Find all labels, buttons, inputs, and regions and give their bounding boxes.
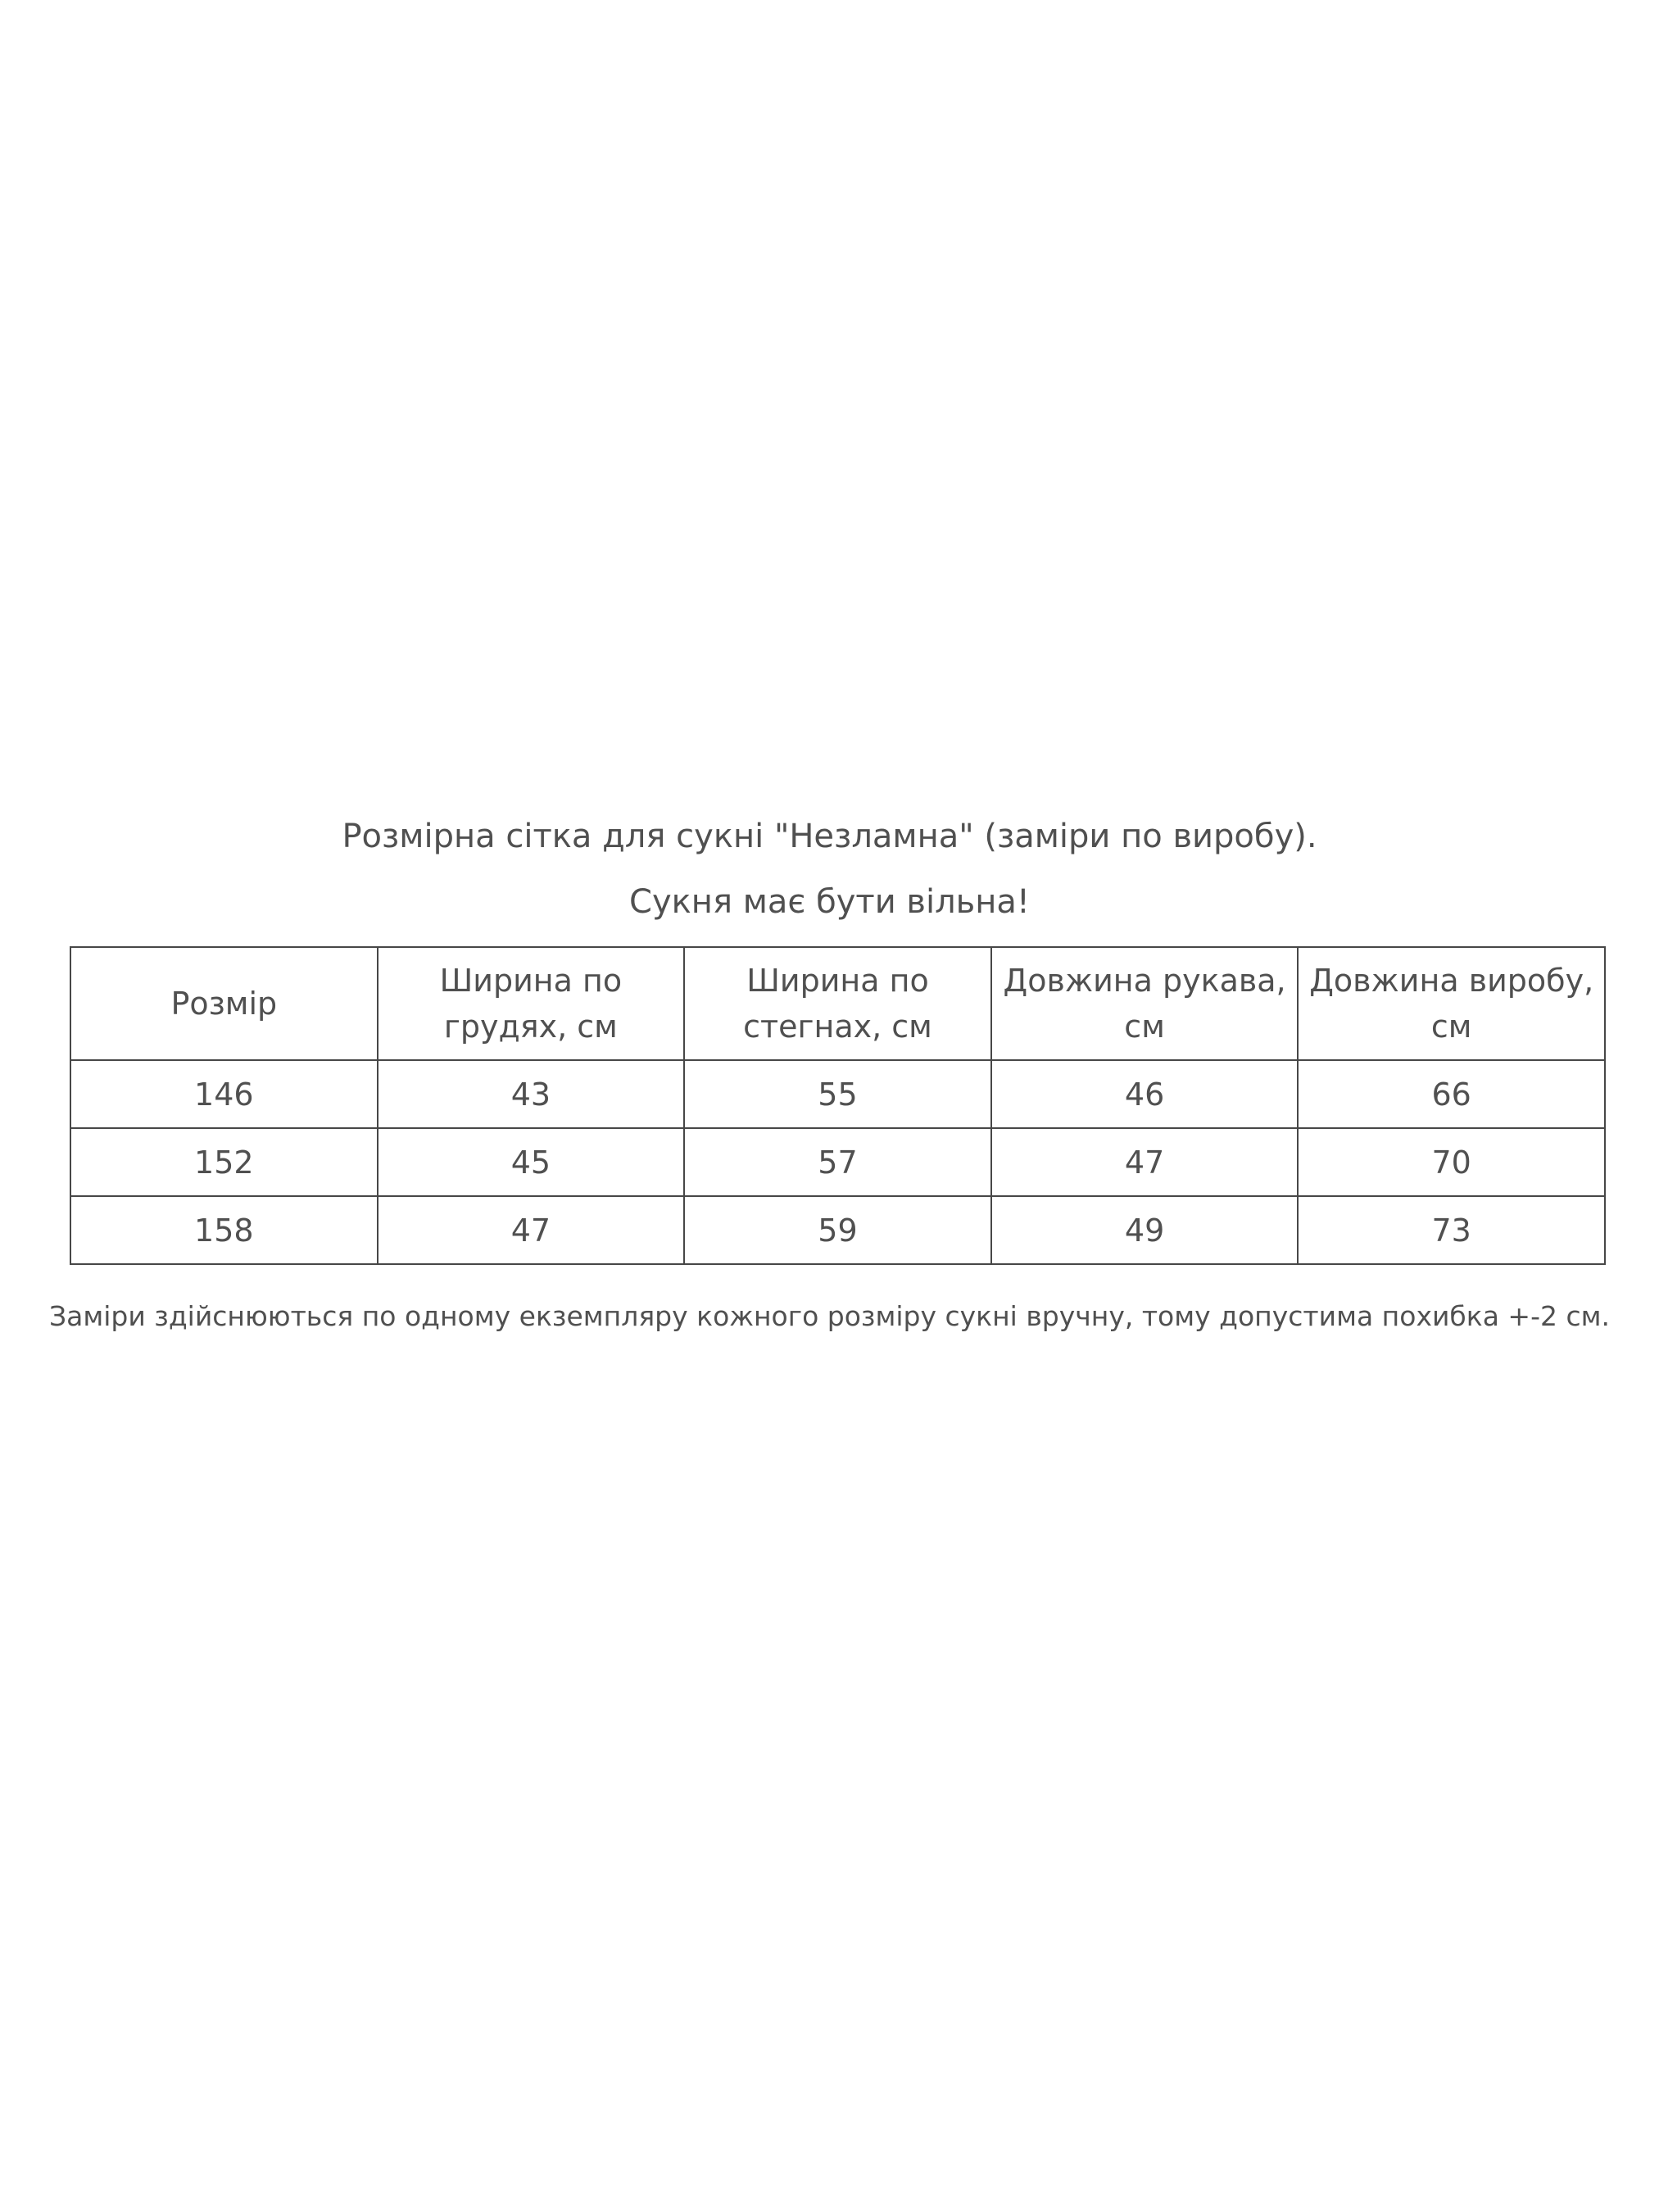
cell-chest-width: 43	[378, 1060, 685, 1128]
header-sleeve-length: Довжина рукава, см	[991, 947, 1299, 1060]
cell-sleeve-length: 47	[991, 1128, 1299, 1196]
cell-hip-width: 59	[684, 1196, 991, 1264]
cell-size: 158	[70, 1196, 378, 1264]
table-row	[70, 1196, 1605, 1264]
header-chest-width: Ширина по грудях, см	[378, 947, 685, 1060]
cell-size: 152	[70, 1128, 378, 1196]
measurement-note: Заміри здійснюються по одному екземпляру кожного розміру сукні вручну, тому допустима похибка +-2 см.	[48, 1300, 1610, 1332]
table-row	[70, 1060, 1605, 1128]
table-row	[70, 1128, 1605, 1196]
cell-size: 146	[70, 1060, 378, 1128]
cell-garment-length: 70	[1298, 1128, 1605, 1196]
header-hip-width: Ширина по стегнах, см	[684, 947, 991, 1060]
cell-chest-width: 45	[378, 1128, 685, 1196]
cell-garment-length: 66	[1298, 1060, 1605, 1128]
table-header-row	[70, 947, 1605, 1060]
cell-chest-width: 47	[378, 1196, 685, 1264]
cell-garment-length: 73	[1298, 1196, 1605, 1264]
header-size: Розмір	[70, 947, 378, 1060]
header-garment-length: Довжина виробу, см	[1298, 947, 1605, 1060]
page-subtitle: Сукня має бути вільна!	[629, 883, 1030, 921]
page-title: Розмірна сітка для сукні "Незламна" (заміри по виробу).	[342, 818, 1317, 855]
cell-hip-width: 55	[684, 1060, 991, 1128]
cell-sleeve-length: 46	[991, 1060, 1299, 1128]
cell-hip-width: 57	[684, 1128, 991, 1196]
cell-sleeve-length: 49	[991, 1196, 1299, 1264]
size-chart-table	[70, 946, 1606, 1265]
